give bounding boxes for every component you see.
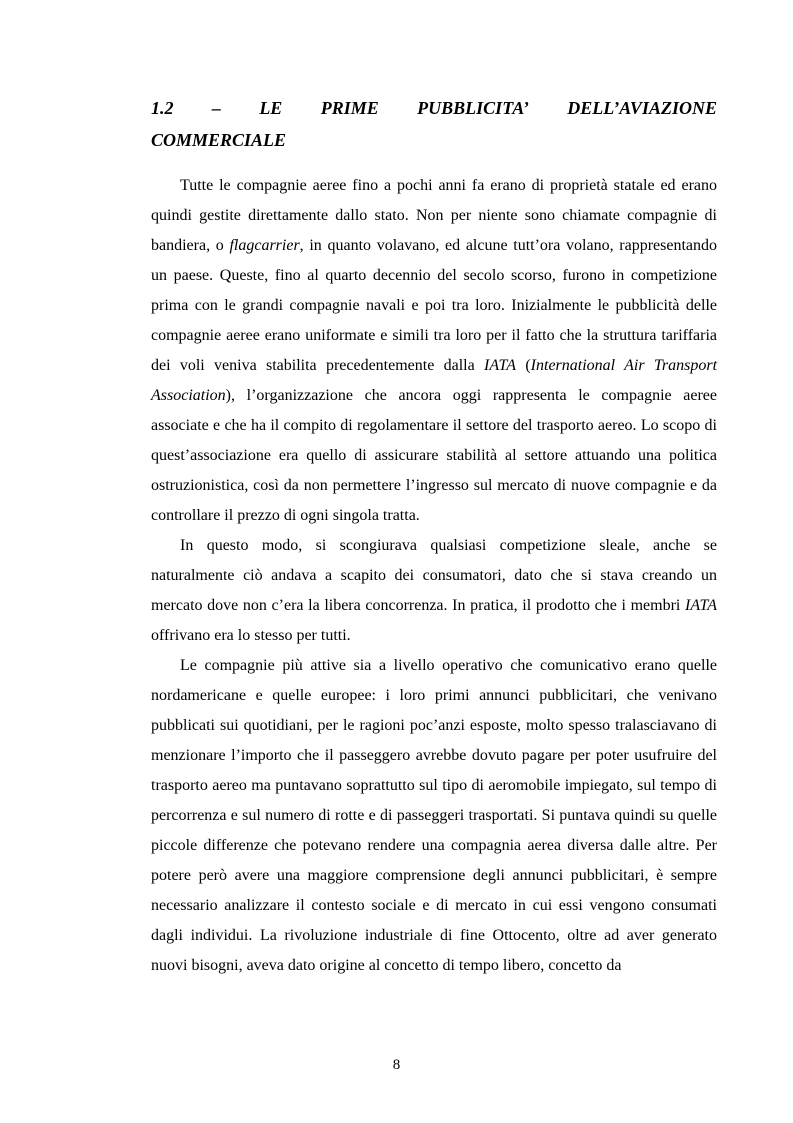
text-run: offrivano era lo stesso per tutti. <box>151 627 351 644</box>
heading-word: LE <box>259 98 283 118</box>
body-text <box>151 171 717 981</box>
heading-word: DELL’AVIAZIONE <box>567 98 717 118</box>
text-run: In questo modo, si scongiurava qualsiasi competizione sleale, anche se naturalmente ciò andava a scapito dei consumatori, dato che si stava creando un mercato dove non c’era la libera concorrenza. In pratica, il prodotto che i membri <box>151 537 717 614</box>
italic-term-iata-full-name: International Air Transport Association <box>151 357 718 404</box>
paragraph-3 <box>151 651 717 981</box>
italic-term-iata: IATA <box>685 597 717 614</box>
italic-term-flagcarrier: flagcarrier <box>229 237 300 254</box>
paragraph-2 <box>151 531 717 651</box>
text-run: Tutte le compagnie aeree fino a pochi anni fa erano di proprietà statale ed erano quindi gestite direttamente dallo stato. Non per niente sono chiamate compagnie di bandiera, o <box>151 177 717 254</box>
heading-word: PUBBLICITA’ <box>417 98 529 118</box>
heading-dash: – <box>211 98 221 118</box>
section-heading-line-2: COMMERCIALE <box>151 130 287 150</box>
section-heading <box>151 92 717 156</box>
page-number: 8 <box>392 1057 401 1073</box>
text-run: ), l’organizzazione che ancora oggi rappresenta le compagnie aeree associate e che ha il compito di regolamentare il settore del trasporto aereo. Lo scopo di quest’associazione era quello di assicurare stabilità al settore attuando una politica ostruzionistica, così da non permettere l’ingresso sul mercato di nuove compagnie e da controllare il prezzo di ogni singola tratta. <box>151 387 717 524</box>
paragraph-1 <box>151 171 717 531</box>
heading-word: PRIME <box>320 98 379 118</box>
italic-term-iata: IATA <box>484 357 517 374</box>
section-heading-line-1 <box>151 92 717 124</box>
text-run: Le compagnie più attive sia a livello operativo che comunicativo erano quelle nordamericane e quelle europee: i loro primi annunci pubblicitari, che venivano pubblicati sui quotidiani, per le ragioni poc’anzi esposte, molto spesso tralasciavano di menzionare l’importo che il passeggero avrebbe dovuto pagare per poter usufruire del trasporto aereo ma puntavano soprattutto sul tipo di aeromobile impiegato, sul tempo di percorrenza e sul numero di rotte e di passeggeri trasportati. Si puntava quindi su quelle piccole differenze che potevano rendere una compagnia aerea diversa dalle altre. Per potere però avere una maggiore comprensione degli annunci pubblicitari, è sempre necessario analizzare il contesto sociale e di mercato in cui essi vengono consumati dagli individui. La rivoluzione industriale di fine Ottocento, oltre ad aver generato nuovi bisogni, aveva dato origine al concetto di tempo libero, concetto da <box>151 657 717 974</box>
text-run: , in quanto volavano, ed alcune tutt’ora volano, rappresentando un paese. Queste, fino al quarto decennio del secolo scorso, furono in competizione prima con le grandi compagnie navali e poi tra loro. Inizialmente le pubblicità delle compagnie aeree erano uniformate e simili tra loro per il fatto che la struttura tariffaria dei voli veniva stabilita precedentemente dalla <box>151 237 718 374</box>
text-run: ( <box>516 357 531 374</box>
section-number: 1.2 <box>151 98 174 118</box>
